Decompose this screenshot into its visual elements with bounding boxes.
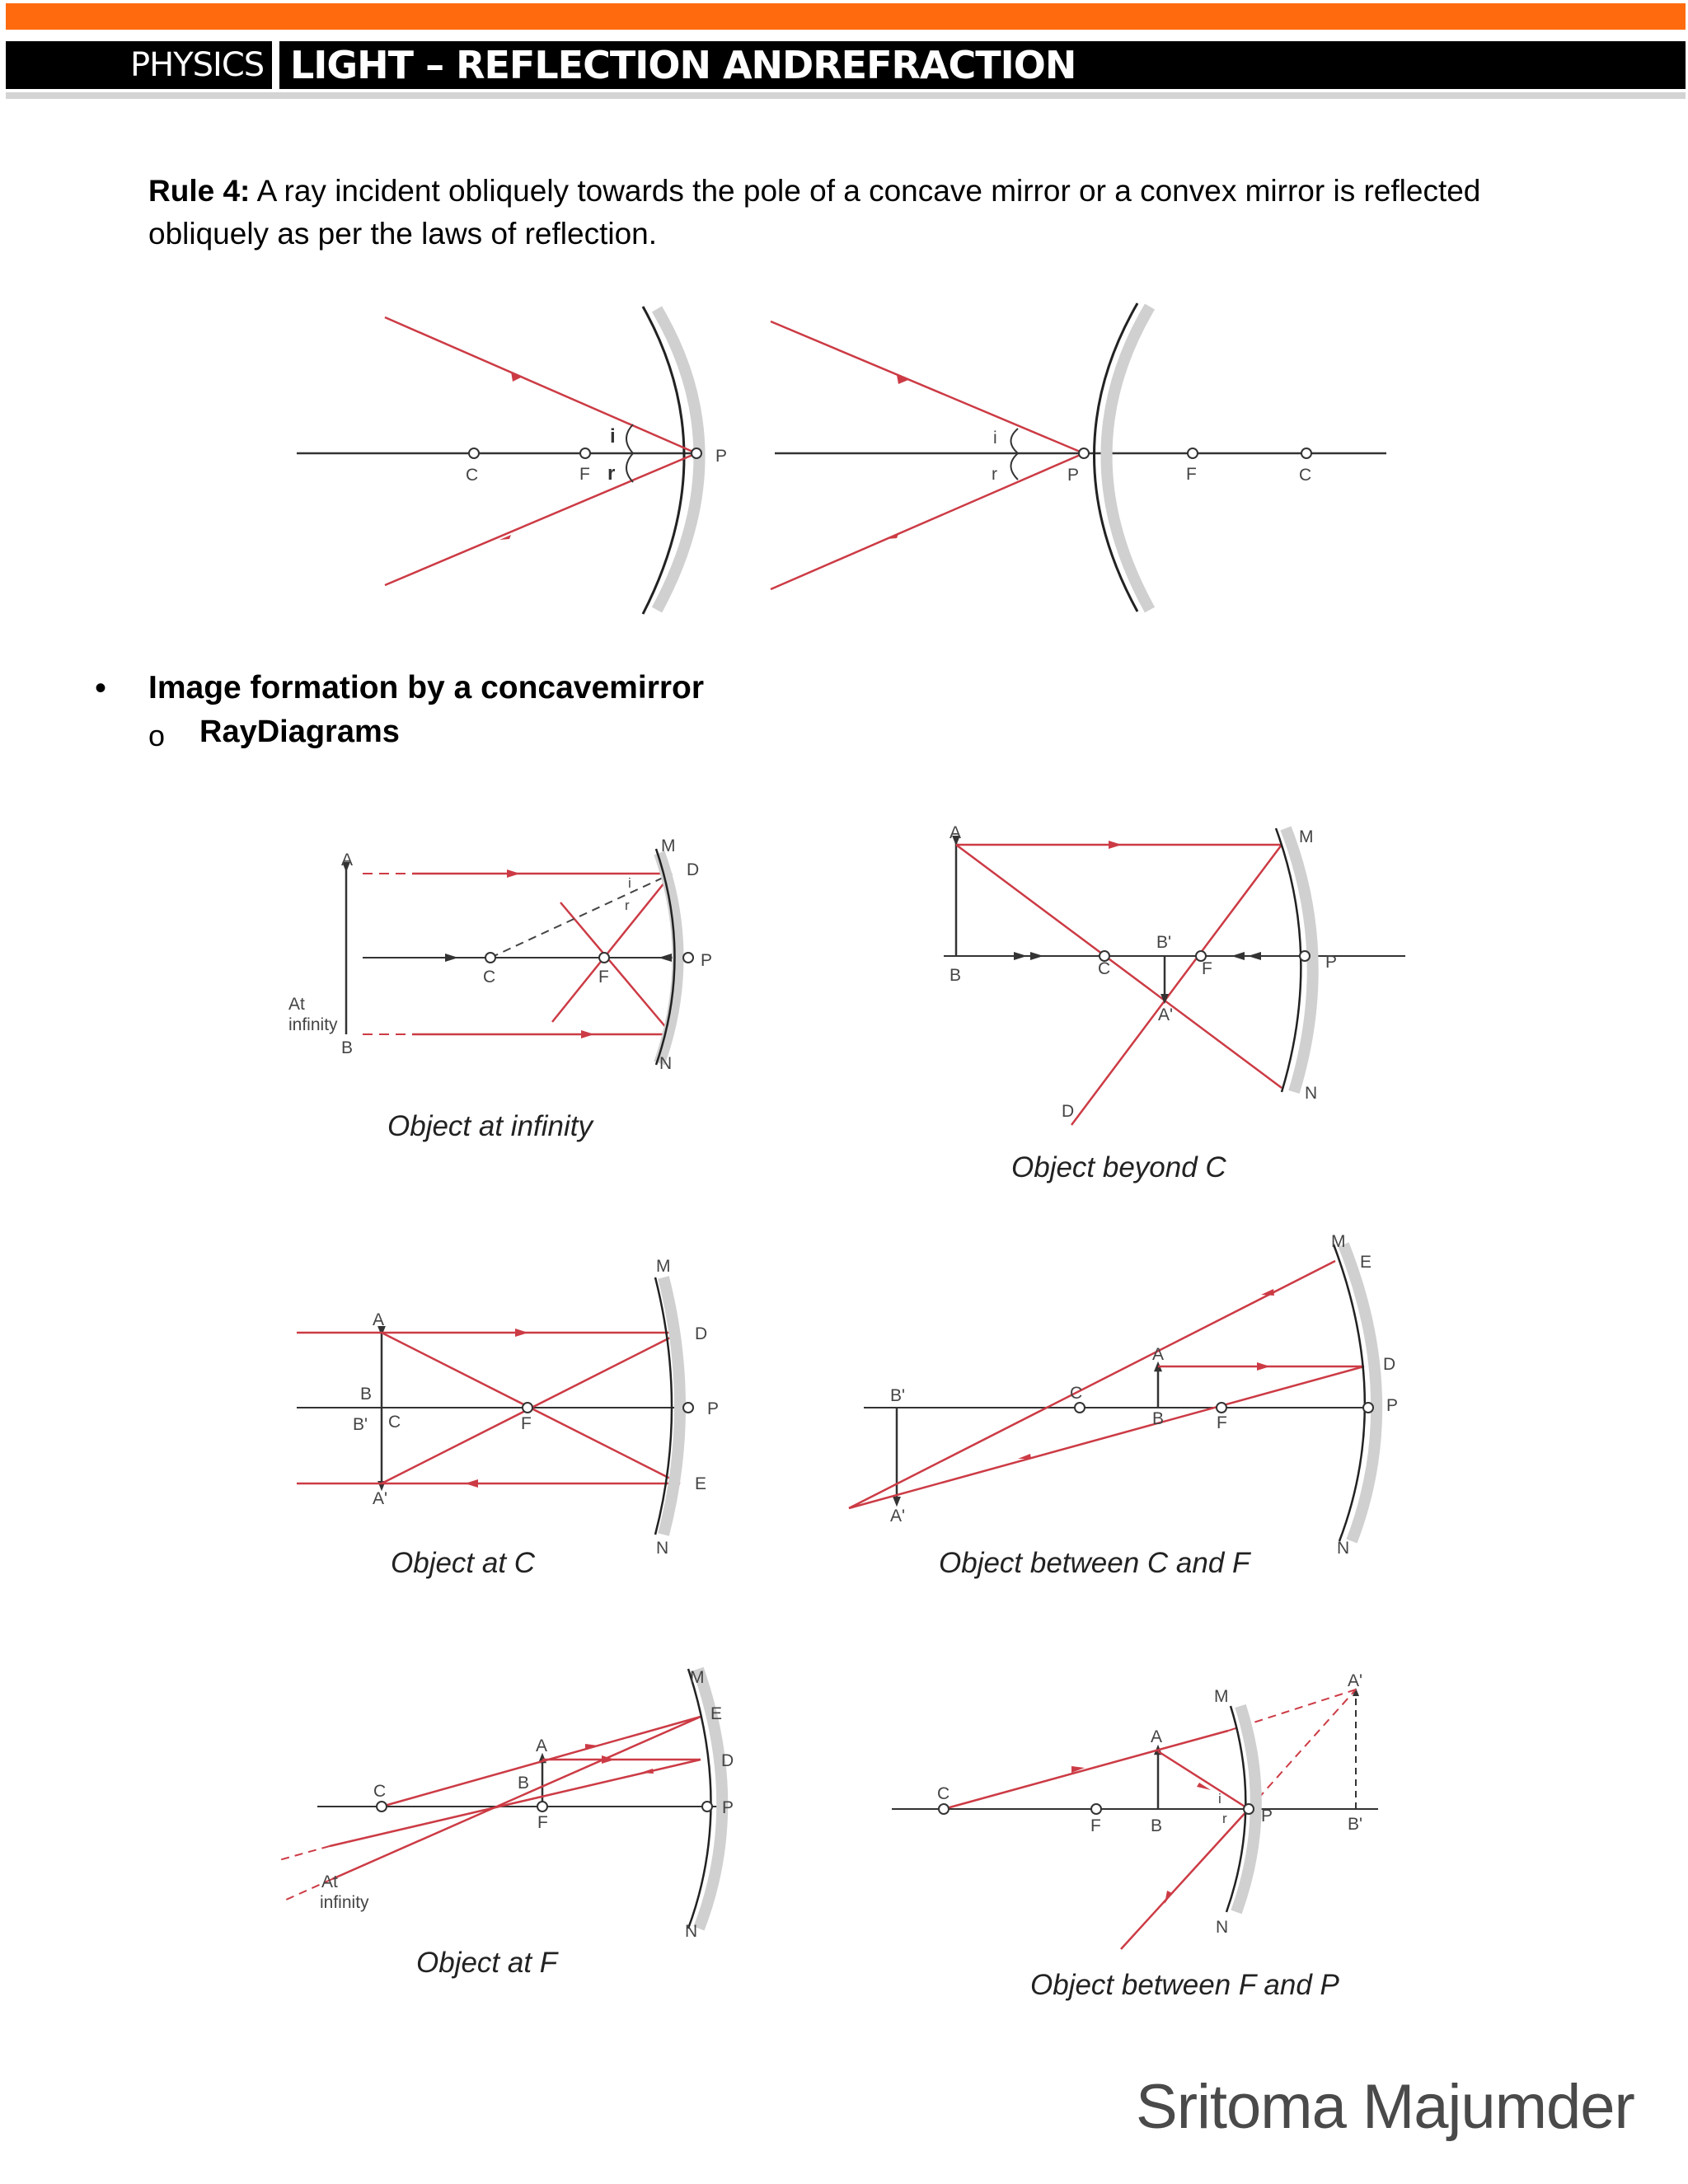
label-C: C	[466, 466, 479, 485]
label-F: F	[579, 465, 590, 484]
diagram-object-beyond-c	[944, 823, 1405, 1183]
label-A-prime: A'	[1348, 1671, 1363, 1690]
label-D: D	[695, 1324, 708, 1343]
label-F: F	[1090, 1816, 1101, 1835]
label-A: A	[1152, 1345, 1165, 1364]
label-B: B	[341, 1038, 354, 1057]
chapter-title: LIGHT – REFLECTION ANDREFRACTION	[290, 43, 1076, 87]
label-A-prime: A'	[373, 1489, 388, 1508]
label-D: D	[1383, 1355, 1396, 1374]
label-infinity: infinity	[288, 1015, 338, 1034]
label-A: A	[373, 1310, 385, 1329]
label-B-prime: B'	[353, 1415, 368, 1434]
label-i: i	[628, 875, 631, 891]
label-A: A	[950, 823, 962, 842]
label-at: At	[288, 995, 305, 1014]
label-at: At	[321, 1872, 338, 1891]
diagram-object-at-f	[276, 1668, 734, 1979]
label-B: B	[360, 1385, 373, 1404]
label-i: i	[993, 429, 997, 448]
label-N: N	[1337, 1539, 1350, 1558]
diagram-object-between-c-and-f	[849, 1232, 1398, 1579]
label-P: P	[1325, 953, 1338, 972]
label-M: M	[1299, 827, 1314, 846]
label-E: E	[695, 1474, 707, 1493]
label-P: P	[701, 951, 713, 970]
label-B: B	[1151, 1816, 1163, 1835]
rule-4-label: Rule 4:	[148, 174, 251, 208]
label-E: E	[710, 1704, 723, 1723]
label-A: A	[536, 1736, 548, 1755]
label-M: M	[690, 1668, 705, 1687]
label-M: M	[1214, 1687, 1229, 1706]
caption-object-at-infinity: Object at infinity	[387, 1110, 593, 1142]
label-r: r	[1222, 1811, 1227, 1826]
label-F: F	[537, 1813, 548, 1832]
label-B-prime: B'	[890, 1386, 906, 1405]
label-B-prime: B'	[1348, 1815, 1363, 1834]
subject-label: PHYSICS	[130, 46, 265, 84]
label-C: C	[373, 1782, 387, 1801]
label-C: C	[1098, 959, 1111, 978]
caption-object-between-f-and-p: Object between F and P	[1030, 1969, 1339, 2001]
diagram-object-at-infinity	[288, 837, 712, 1142]
label-A-prime: A'	[890, 1507, 906, 1526]
bullet-dot: •	[95, 670, 107, 706]
label-A: A	[341, 851, 354, 869]
label-F: F	[1217, 1413, 1227, 1432]
label-P: P	[1067, 466, 1080, 485]
label-D: D	[1062, 1102, 1075, 1121]
label-P: P	[1386, 1396, 1399, 1415]
label-P: P	[722, 1798, 734, 1817]
label-F: F	[598, 968, 609, 987]
rule-4-text: A ray incident obliquely towards the pole of a concave mirror or a convex mirror is reflected obliquely as per the laws of reflection.	[148, 174, 1481, 251]
label-F: F	[1202, 959, 1212, 978]
label-N: N	[659, 1054, 673, 1073]
label-r: r	[992, 465, 997, 484]
label-C: C	[388, 1413, 401, 1432]
label-M: M	[1331, 1232, 1346, 1251]
sub-bullet-circle: o	[148, 719, 166, 752]
label-E: E	[1360, 1253, 1372, 1272]
label-C: C	[483, 968, 496, 987]
label-N: N	[685, 1922, 698, 1941]
label-N: N	[1305, 1084, 1318, 1103]
label-A-prime: A'	[1158, 1005, 1174, 1024]
label-D: D	[687, 860, 700, 879]
section-heading: Image formation by a concavemirror	[148, 670, 705, 705]
label-M: M	[656, 1257, 671, 1276]
diagram-object-between-f-and-p	[892, 1671, 1378, 2001]
author-watermark: Sritoma Majumder	[1136, 2072, 1634, 2142]
label-r: r	[607, 462, 616, 485]
label-B: B	[950, 966, 962, 985]
label-N: N	[1216, 1918, 1229, 1937]
section-subheading: RayDiagrams	[199, 715, 400, 749]
label-infinity: infinity	[320, 1893, 369, 1912]
label-B: B	[518, 1774, 530, 1793]
label-r: r	[625, 898, 630, 913]
caption-object-beyond-c: Object beyond C	[1011, 1151, 1226, 1183]
label-P: P	[715, 447, 728, 466]
label-i: i	[610, 425, 616, 448]
caption-object-between-c-and-f: Object between C and F	[939, 1547, 1250, 1579]
label-B-prime: B'	[1156, 933, 1172, 952]
diagram-object-at-c	[297, 1257, 719, 1579]
caption-object-at-f: Object at F	[416, 1947, 558, 1979]
label-C: C	[1299, 466, 1312, 485]
label-P: P	[707, 1399, 720, 1418]
caption-object-at-c: Object at C	[391, 1547, 536, 1579]
label-F: F	[1186, 465, 1197, 484]
label-P: P	[1261, 1807, 1273, 1825]
label-i: i	[1218, 1791, 1221, 1807]
label-A: A	[1151, 1727, 1163, 1746]
label-C: C	[1070, 1384, 1083, 1403]
label-D: D	[721, 1751, 734, 1770]
label-C: C	[937, 1784, 950, 1803]
label-B: B	[1152, 1409, 1165, 1428]
label-M: M	[661, 837, 676, 855]
label-F: F	[521, 1414, 532, 1433]
label-N: N	[656, 1539, 669, 1558]
